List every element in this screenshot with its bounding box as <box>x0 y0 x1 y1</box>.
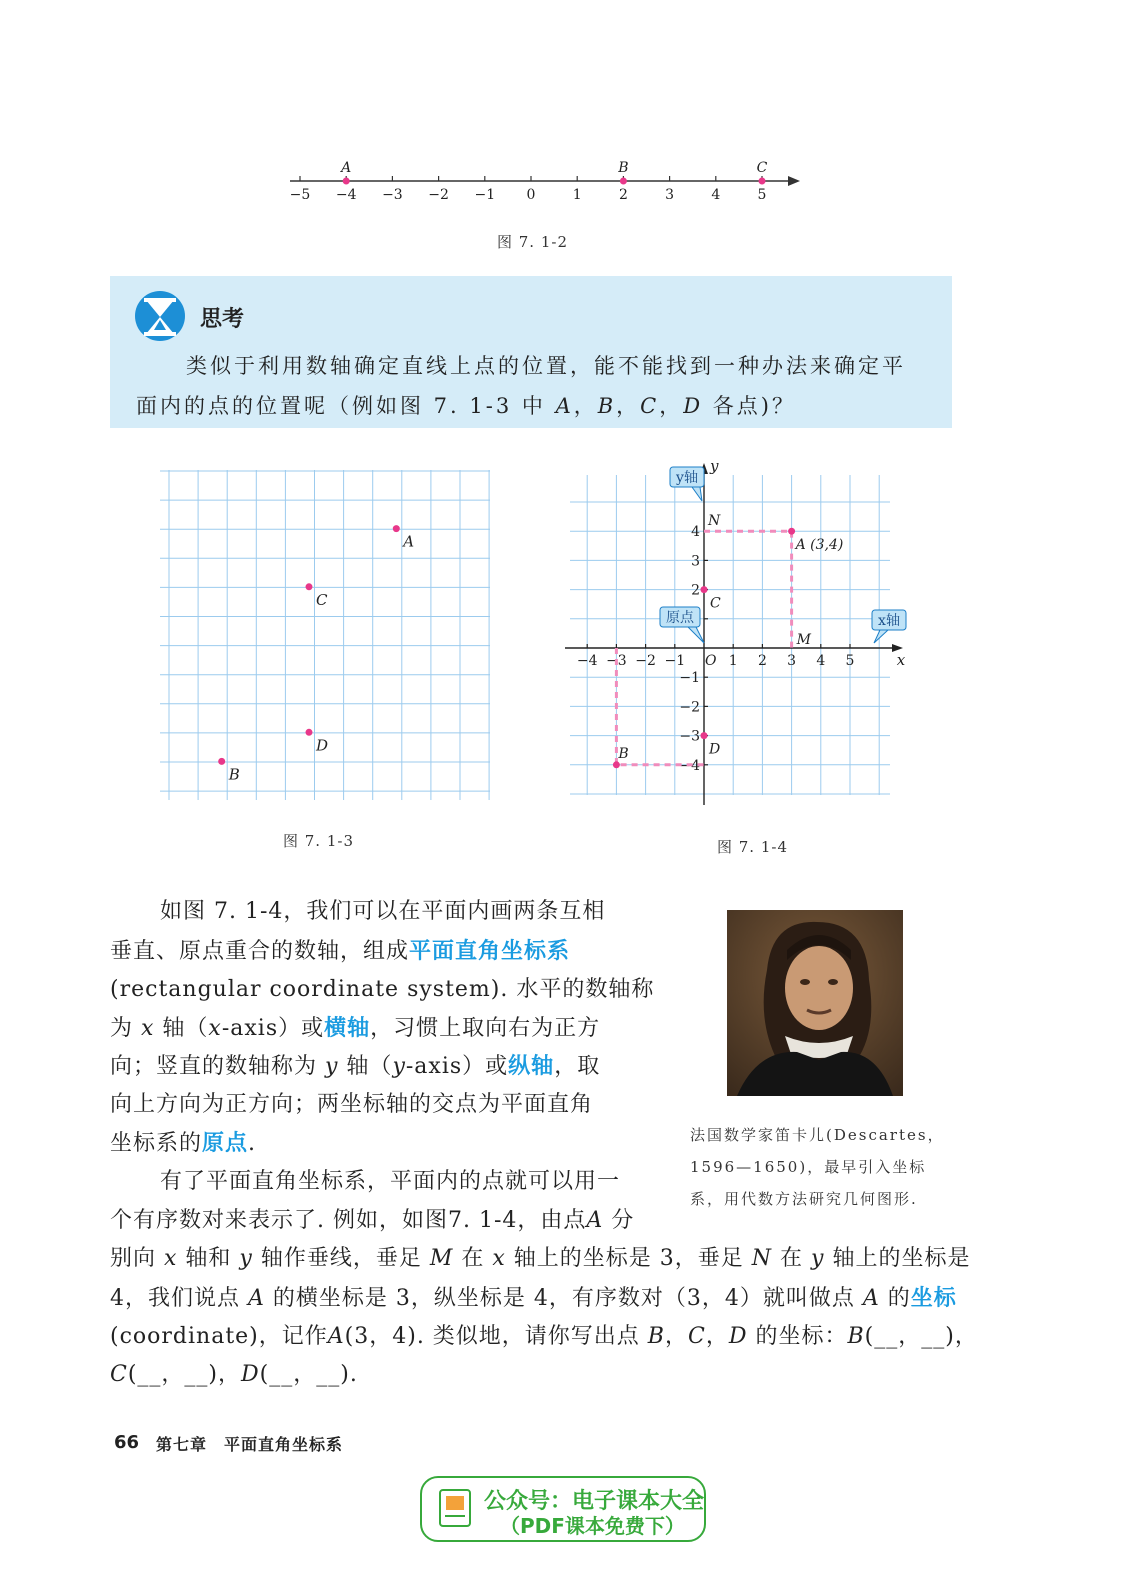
think-title: 思考 <box>200 307 245 332</box>
body-line-5: 向；竖直的数轴称为 y 轴（y-axis）或纵轴，取 <box>110 1053 601 1079</box>
point-d <box>306 729 313 736</box>
number-line-tick-label: −1 <box>474 187 496 203</box>
portrait-caption-line-2: 1596—1650)，最早引入坐标 <box>690 1158 927 1176</box>
number-line-point <box>620 178 627 185</box>
point-label: C <box>710 595 721 612</box>
number-line-tick-label: 0 <box>526 187 536 203</box>
number-line-arrow <box>788 176 800 186</box>
origin-label: O <box>705 653 717 669</box>
figure-caption-7-1-4: 图 7. 1-4 <box>717 838 789 856</box>
term-rectangular-coordinate-system: 平面直角坐标系 <box>409 938 571 964</box>
body-line-7: 坐标系的原点. <box>110 1130 257 1156</box>
point-marker <box>701 732 708 739</box>
point-marker <box>701 586 708 593</box>
y-tick-label: −1 <box>679 670 700 687</box>
y-tick-label: 3 <box>691 553 700 570</box>
x-tick-label: −4 <box>576 653 598 669</box>
descartes-portrait <box>727 910 903 1096</box>
number-line-tick-label: 2 <box>618 187 628 203</box>
term-vertical-axis: 纵轴 <box>508 1053 555 1079</box>
x-tick-label: −3 <box>606 653 627 669</box>
x-tick-label: 2 <box>757 653 767 669</box>
x-tick-label: −2 <box>635 653 656 669</box>
point-label: D <box>316 736 329 755</box>
term-coordinate: 坐标 <box>910 1285 957 1311</box>
number-line-tick-label: 5 <box>757 187 767 203</box>
number-line-tick-label: −5 <box>289 187 311 203</box>
body-line-9: 个有序数对来表示了. 例如，如图7. 1-4，由点A 分 <box>110 1208 635 1233</box>
body-line-2: 垂直、原点重合的数轴，组成平面直角坐标系 <box>110 938 571 964</box>
point-label: B <box>228 765 240 784</box>
number-line-point <box>343 178 350 185</box>
point-label: B <box>618 745 629 762</box>
point-b <box>218 758 225 765</box>
term-horizontal-axis: 横轴 <box>324 1015 371 1041</box>
badge-line-2: （PDF课本免费下） <box>500 1514 685 1538</box>
x-tick-label: 5 <box>845 653 855 669</box>
body-line-3: (rectangular coordinate system). 水平的数轴称 <box>110 977 655 1002</box>
x-axis-name: x <box>896 651 906 669</box>
body-line-4: 为 x 轴（x-axis）或横轴，习惯上取向右为正方 <box>110 1015 601 1041</box>
watermark-badge <box>420 1476 706 1542</box>
point-c <box>306 583 313 590</box>
number-line-figure <box>280 150 810 220</box>
number-line-point-label: B <box>618 160 629 176</box>
point-label: A (3,4) <box>795 537 844 554</box>
x-tick-label: 4 <box>816 653 826 669</box>
number-line-point-label: C <box>756 160 768 176</box>
y-tick-label: −3 <box>679 728 700 745</box>
figure-7-1-4-coordinate-plane <box>560 455 920 815</box>
badge-line-1: 公众号：电子课本大全 <box>484 1489 705 1514</box>
point-label: C <box>316 590 328 609</box>
x-axis-callout <box>872 610 906 643</box>
figure-caption-7-1-2: 图 7. 1-2 <box>497 233 569 251</box>
number-line-tick-label: −2 <box>428 187 449 203</box>
y-axis-name: y <box>710 457 719 475</box>
y-tick-label: 4 <box>691 524 700 541</box>
body-line-8: 有了平面直角坐标系，平面内的点就可以用一 <box>160 1169 621 1194</box>
term-origin: 原点 <box>202 1130 249 1156</box>
number-line-tick-label: −3 <box>382 187 403 203</box>
think-box <box>110 276 952 428</box>
portrait-caption-line-1: 法国数学家笛卡儿(Descartes， <box>690 1126 945 1144</box>
number-line-tick-label: 3 <box>665 187 675 203</box>
number-line-point <box>759 178 766 185</box>
body-line-13: C(__，__)，D(__，__). <box>110 1362 358 1387</box>
body-line-12: (coordinate)，记作A(3，4). 类似地，请你写出点 B，C，D 的坐标：B(__，__)， <box>110 1324 978 1349</box>
origin-callout <box>660 607 704 643</box>
portrait-caption-line-3: 系，用代数方法研究几何图形. <box>690 1190 918 1208</box>
y-tick-label: −4 <box>679 757 700 774</box>
x-tick-label: 3 <box>787 653 797 669</box>
number-line-tick-label: 1 <box>572 187 582 203</box>
think-text-line-1: 类似于利用数轴确定直线上点的位置，能不能找到一种办法来确定平 <box>186 354 906 378</box>
book-icon <box>436 1486 476 1532</box>
body-line-6: 向上方向为正方向；两坐标轴的交点为平面直角 <box>110 1092 594 1117</box>
origin-callout-label: 原点 <box>666 610 694 626</box>
point-label: D <box>709 741 721 758</box>
point-marker <box>788 528 795 535</box>
point-marker <box>613 761 620 768</box>
figure-caption-7-1-3: 图 7. 1-3 <box>283 832 355 850</box>
x-tick-label: 1 <box>728 653 738 669</box>
number-line-point-label: A <box>341 160 352 176</box>
x-tick-label: −1 <box>664 653 686 669</box>
point-label: N <box>708 513 721 530</box>
number-line-tick-label: −4 <box>335 187 357 203</box>
x-axis-callout-label: x轴 <box>878 613 900 629</box>
y-tick-label: 2 <box>691 582 700 599</box>
chapter-title: 第七章 平面直角坐标系 <box>156 1435 344 1454</box>
point-label: M <box>796 632 811 648</box>
point-label: A <box>403 532 415 551</box>
y-axis-callout-label: y轴 <box>676 470 698 486</box>
body-line-11: 4，我们说点 A 的横坐标是 3，纵坐标是 4，有序数对（3，4）就叫做点 A 的坐标 <box>110 1285 957 1311</box>
body-line-1: 如图 7. 1-4，我们可以在平面内画两条互相 <box>160 899 606 924</box>
hourglass-icon <box>134 290 186 342</box>
page-number: 66 <box>114 1432 140 1453</box>
figure-7-1-3-grid <box>160 470 490 800</box>
think-text-line-2: 面内的点的位置呢（例如图 7. 1-3 中 A，B，C，D 各点)？ <box>136 394 796 418</box>
body-line-10: 别向 x 轴和 y 轴作垂线，垂足 M 在 x 轴上的坐标是 3，垂足 N 在 y 轴上的坐标是 <box>110 1246 971 1271</box>
y-tick-label: −2 <box>679 699 700 716</box>
number-line-tick-label: 4 <box>711 187 721 203</box>
point-a <box>393 525 400 532</box>
